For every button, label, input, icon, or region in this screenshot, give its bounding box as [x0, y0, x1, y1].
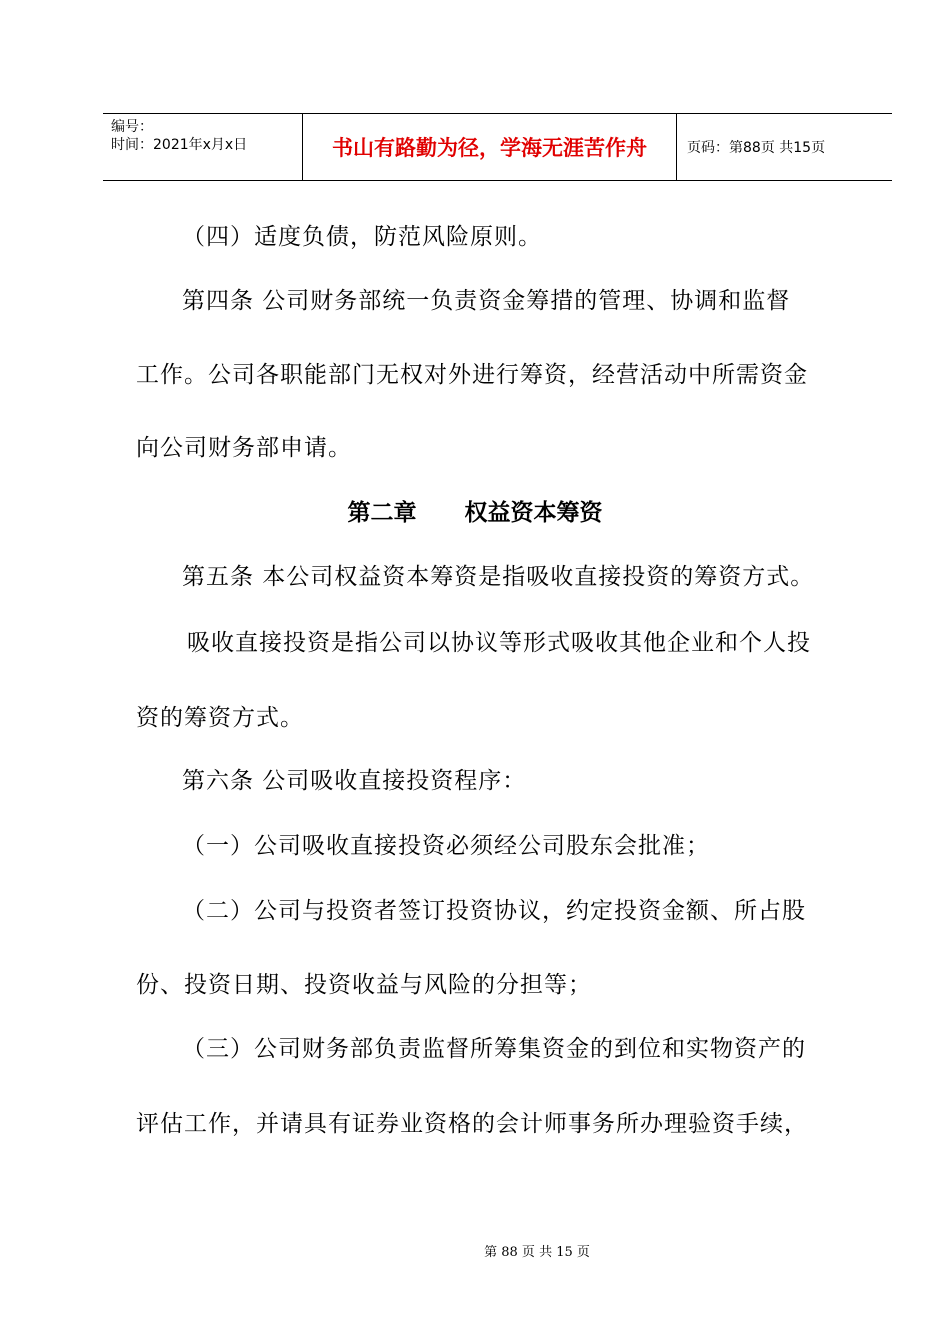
document-header	[103, 113, 892, 181]
time-label: 时间：2021年x月x日	[111, 137, 248, 153]
header-motto: 书山有路勤为径，学海无涯苦作舟	[303, 114, 677, 180]
number-label: 编号：	[111, 119, 153, 135]
chapter-heading: 第二章 权益资本筹资	[347, 500, 603, 526]
header-meta	[103, 114, 303, 180]
paragraph-line: （四）适度负债，防范风险原则。	[182, 224, 542, 250]
paragraph-line: 第五条 本公司权益资本筹资是指吸收直接投资的筹资方式。	[182, 564, 815, 590]
header-page-info: 页码：第88页 共15页	[687, 140, 826, 156]
paragraph-line: 吸收直接投资是指公司以协议等形式吸收其他企业和个人投	[187, 630, 811, 656]
paragraph-line: 评估工作，并请具有证券业资格的会计师事务所办理验资手续，	[136, 1111, 808, 1137]
paragraph-line: 份、投资日期、投资收益与风险的分担等；	[136, 972, 592, 998]
paragraph-line: 资的筹资方式。	[136, 705, 304, 731]
paragraph-line: 工作。公司各职能部门无权对外进行筹资，经营活动中所需资金	[136, 362, 808, 388]
paragraph-line: 向公司财务部申请。	[136, 435, 352, 461]
paragraph-line: （二）公司与投资者签订投资协议，约定投资金额、所占股	[182, 898, 806, 924]
paragraph-line: 第四条 公司财务部统一负责资金筹措的管理、协调和监督	[182, 288, 791, 314]
paragraph-line: （三）公司财务部负责监督所筹集资金的到位和实物资产的	[182, 1036, 806, 1062]
paragraph-line: 第六条 公司吸收直接投资程序：	[182, 768, 527, 794]
page-footer: 第 88 页 共 15 页	[484, 1245, 590, 1260]
paragraph-line: （一）公司吸收直接投资必须经公司股东会批准；	[182, 833, 710, 859]
